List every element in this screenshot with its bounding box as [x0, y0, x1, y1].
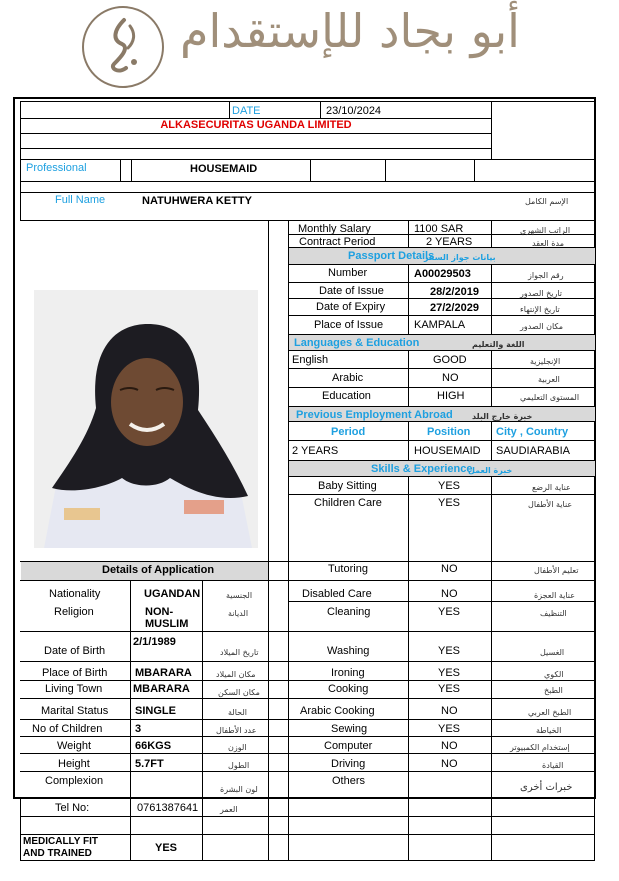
skill-ar: الغسيل	[540, 648, 565, 657]
logo-calligraphy-icon	[84, 8, 162, 86]
app-value: 2/1/1989	[133, 636, 176, 648]
app-ar: الجنسية	[226, 591, 253, 600]
skill-value: NO	[441, 758, 458, 770]
logo-emblem	[82, 6, 164, 88]
skill-value: NO	[441, 740, 458, 752]
issue-place-label: Place of Issue	[314, 319, 384, 331]
skill-label: Washing	[327, 645, 370, 657]
skill-value: YES	[438, 645, 461, 657]
skill-ar: عناية العجزة	[534, 591, 575, 600]
position-header: Position	[427, 426, 471, 438]
app-label: Living Town	[45, 683, 103, 695]
issue-date-label: Date of Issue	[319, 285, 384, 297]
arabic-ar: العربية	[538, 375, 560, 384]
skill-label: Baby Sitting	[318, 480, 377, 492]
app-ar: مكان السكن	[218, 688, 260, 697]
issue-date-ar: تاريخ الصدور	[520, 289, 562, 298]
app-label: Marital Status	[41, 705, 109, 717]
agency-name: ALKASECURITAS UGANDA LIMITED	[160, 119, 352, 131]
skill-value: YES	[438, 667, 461, 679]
skill-ar: الكوي	[544, 670, 564, 679]
skill-ar: خبرات أخرى	[520, 782, 573, 793]
expiry-date-value: 27/2/2029	[430, 302, 479, 314]
profession-value: HOUSEMAID	[190, 163, 258, 175]
app-ar: مكان الميلاد	[216, 670, 256, 679]
issue-place-ar: مكان الصدور	[520, 322, 564, 331]
skill-value: NO	[441, 588, 458, 600]
skill-label: Cleaning	[327, 606, 371, 618]
logo-wordmark: أبو بجاد للإستقدام	[180, 4, 520, 58]
skill-ar: الطبخ	[544, 686, 563, 695]
tel-ar: العمر	[220, 805, 238, 814]
app-label: Date of Birth	[44, 645, 106, 657]
app-ar: الديانة	[228, 609, 249, 618]
application-title: Details of Application	[102, 564, 215, 576]
app-label: No of Children	[32, 723, 103, 735]
tel-value: 0761387641	[137, 802, 199, 814]
app-value: NON- MUSLIM	[145, 606, 189, 630]
languages-title: Languages & Education	[294, 337, 420, 349]
skill-ar: الطبخ العربي	[528, 708, 572, 717]
education-ar: المستوى التعليمي	[520, 393, 580, 402]
skill-ar: تعليم الأطفال	[534, 566, 579, 575]
monthly-salary-ar: الراتب الشهري	[520, 226, 571, 235]
contract-period-ar: مدة العقد	[532, 239, 564, 248]
issue-place-value: KAMPALA	[414, 319, 466, 331]
profession-label: Professional	[26, 162, 87, 174]
date-value: 23/10/2024	[326, 105, 382, 117]
skill-label: Children Care	[314, 497, 382, 509]
passport-number-ar: رقم الجواز	[528, 271, 564, 280]
skill-value: NO	[441, 705, 458, 717]
full-name-label: Full Name	[55, 194, 106, 206]
date-label: DATE	[232, 105, 261, 117]
skill-value: YES	[438, 723, 461, 735]
english-ar: الإنجليزية	[530, 357, 561, 366]
medical-value: YES	[155, 842, 178, 854]
monthly-salary-value: 1100 SAR	[414, 223, 464, 235]
issue-date-value: 28/2/2019	[430, 286, 479, 298]
skill-ar: التنظيف	[540, 609, 567, 618]
expiry-date-label: Date of Expiry	[316, 301, 386, 313]
skill-ar: القيادة	[542, 761, 564, 770]
skill-value: YES	[438, 480, 461, 492]
app-label: Complexion	[45, 775, 104, 787]
city-country-header: City , Country	[496, 426, 569, 438]
passport-title-ar: بيانات جواز السفر	[424, 253, 496, 262]
app-ar: لون البشرة	[220, 785, 258, 794]
period-header: Period	[331, 426, 366, 438]
skill-label: Disabled Care	[302, 588, 372, 600]
app-ar: الطول	[228, 761, 250, 770]
english-value: GOOD	[433, 354, 467, 366]
employment-period: 2 YEARS	[292, 445, 339, 457]
employment-city-country: SAUDIARABIA	[496, 445, 570, 457]
skill-label: Cooking	[328, 683, 369, 695]
app-label: Religion	[54, 606, 94, 618]
skill-ar: عناية الأطفال	[528, 500, 573, 509]
skill-ar: عناية الرضع	[532, 483, 571, 492]
app-label: Nationality	[49, 588, 101, 600]
app-value: UGANDAN	[144, 588, 201, 600]
app-ar: الحالة	[228, 708, 247, 717]
english-label: English	[292, 354, 329, 366]
skill-value: YES	[438, 497, 461, 509]
contract-period-label: Contract Period	[299, 236, 376, 248]
app-value: MBARARA	[135, 667, 192, 679]
skill-label: Computer	[324, 740, 373, 752]
app-label: Weight	[57, 740, 92, 752]
app-ar: تاريخ الميلاد	[220, 648, 259, 657]
app-value: SINGLE	[135, 705, 176, 717]
app-ar: عدد الأطفال	[216, 726, 257, 735]
skill-value: YES	[438, 683, 461, 695]
monthly-salary-label: Monthly Salary	[298, 223, 371, 235]
skill-label: Others	[332, 775, 366, 787]
passport-number-label: Number	[328, 267, 368, 279]
skill-value: YES	[438, 606, 461, 618]
skill-label: Driving	[331, 758, 366, 770]
employment-title: Previous Employment Abroad	[296, 409, 453, 421]
medical-label: MEDICALLY FIT AND TRAINED	[23, 836, 99, 859]
employment-title-ar: خبرة خارج البلد	[472, 412, 533, 421]
passport-number-value: A00029503	[414, 268, 471, 280]
app-value: 66KGS	[135, 740, 172, 752]
passport-title: Passport Details	[348, 250, 435, 262]
skills-title: Skills & Experience	[371, 463, 473, 475]
education-value: HIGH	[437, 390, 465, 402]
expiry-date-ar: تاريخ الإنتهاء	[520, 305, 560, 314]
full-name-ar: الإسم الكامل	[525, 197, 569, 206]
app-label: Height	[58, 758, 90, 770]
app-value: 5.7FT	[135, 758, 164, 770]
skill-value: NO	[441, 563, 458, 575]
tel-label: Tel No:	[55, 802, 90, 814]
skill-ar: الخياطة	[536, 726, 562, 735]
skill-label: Ironing	[331, 667, 365, 679]
full-name-value: NATUHWERA KETTY	[142, 195, 252, 207]
app-value: 3	[135, 723, 142, 735]
languages-title-ar: اللغة والتعليم	[472, 340, 525, 349]
skill-label: Tutoring	[328, 563, 368, 575]
skill-label: Arabic Cooking	[300, 705, 375, 717]
arabic-label: Arabic	[332, 372, 364, 384]
candidate-photo	[34, 290, 258, 548]
contract-period-value: 2 YEARS	[426, 236, 473, 248]
skills-title-ar: خبرة العمل	[468, 466, 513, 475]
education-label: Education	[322, 390, 371, 402]
app-label: Place of Birth	[42, 667, 108, 679]
skill-label: Sewing	[331, 723, 368, 735]
app-ar: الوزن	[228, 743, 247, 752]
app-value: MBARARA	[133, 683, 190, 695]
arabic-value: NO	[442, 372, 459, 384]
skill-ar: إستخدام الكمبيوتر	[510, 743, 570, 752]
employment-position: HOUSEMAID	[414, 445, 481, 457]
